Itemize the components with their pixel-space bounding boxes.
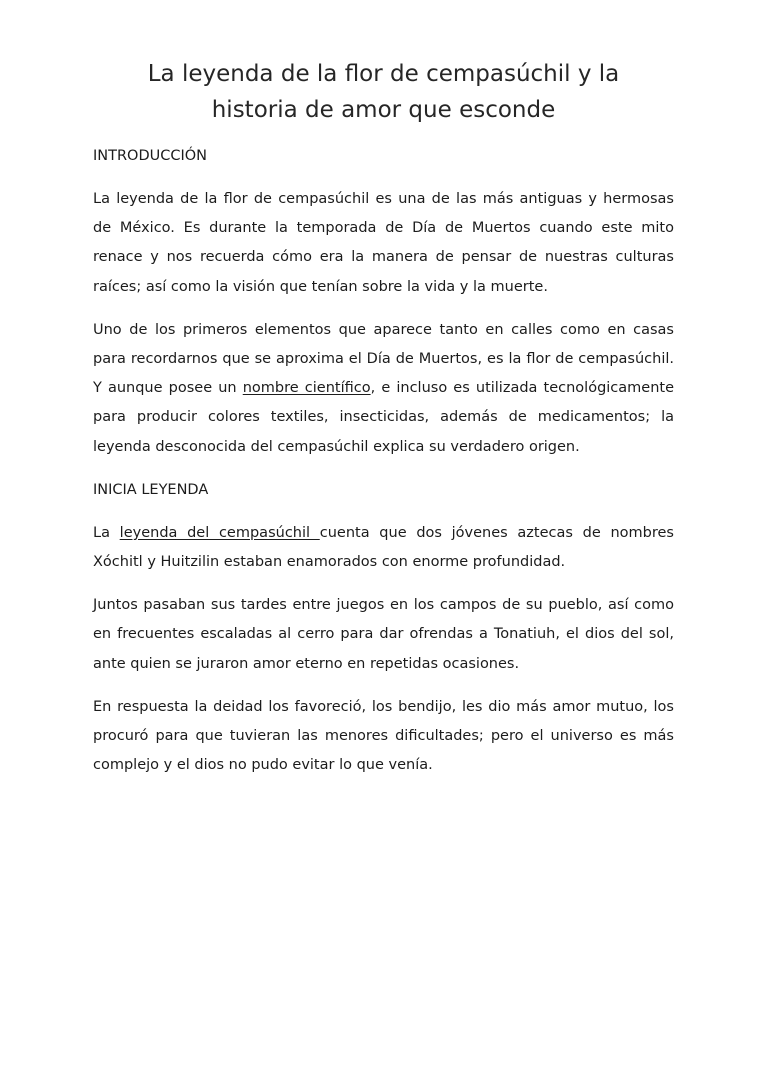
page-title — [93, 56, 674, 128]
section-heading-inicia-leyenda: INICIA LEYENDA — [93, 481, 209, 498]
title-line-2: historia de amor que esconde — [211, 97, 556, 123]
paragraph-2 — [93, 316, 674, 462]
paragraph-3-text-start: La — [93, 524, 120, 541]
section-heading-introduccion: INTRODUCCIÓN — [93, 148, 208, 164]
paragraph-1: La leyenda de la flor de cempasúchil es una de las más antiguas y hermosas de México. Es durante la temporada de Día de Muertos cuando este mito renace y nos recuerda cómo era la manera de pensar de nuestras culturas raíces; así como la visión que tenían sobre la vida y la muerte. — [93, 191, 674, 295]
paragraph-5: En respuesta la deidad los favoreció, los bendijo, les dio más amor mutuo, los procuró para que tuvieran las menores dificultades; pero el universo es más complejo y el dios no pudo evitar lo que venía. — [93, 698, 674, 774]
nombre-cientifico-link[interactable]: nombre científico — [242, 380, 371, 397]
paragraph-3 — [93, 519, 674, 577]
leyenda-cempasuchil-link[interactable]: leyenda del cempasúchil — [119, 524, 320, 541]
paragraph-3-text-end: cuenta que dos jóvenes aztecas de nombres Xóchitl y Huitzilin estaban enamorados con enorme profundidad. — [93, 524, 674, 571]
paragraph-4: Juntos pasaban sus tardes entre juegos en los campos de su pueblo, así como en frecuentes escaladas al cerro para dar ofrendas a Tonatiuh, el dios del sol, ante quien se juraron amor eterno en repetidas ocasiones. — [93, 597, 674, 672]
paragraph-2-text-end: , e incluso es utilizada tecnológicamente para producir colores textiles, insecticidas, además de medicamentos; la leyenda desconocida del cempasúchil explica su verdadero origen. — [93, 380, 675, 455]
document-page — [0, 56, 768, 1080]
title-line-1: La leyenda de la flor de cempasúchil y la — [147, 61, 620, 87]
paragraph-2-text-start: Uno de los primeros elementos que aparece tanto en calles como en casas para recordarnos que se aproxima el Día de Muertos, es la flor de cempasúchil. Y aunque posee un — [93, 321, 674, 397]
